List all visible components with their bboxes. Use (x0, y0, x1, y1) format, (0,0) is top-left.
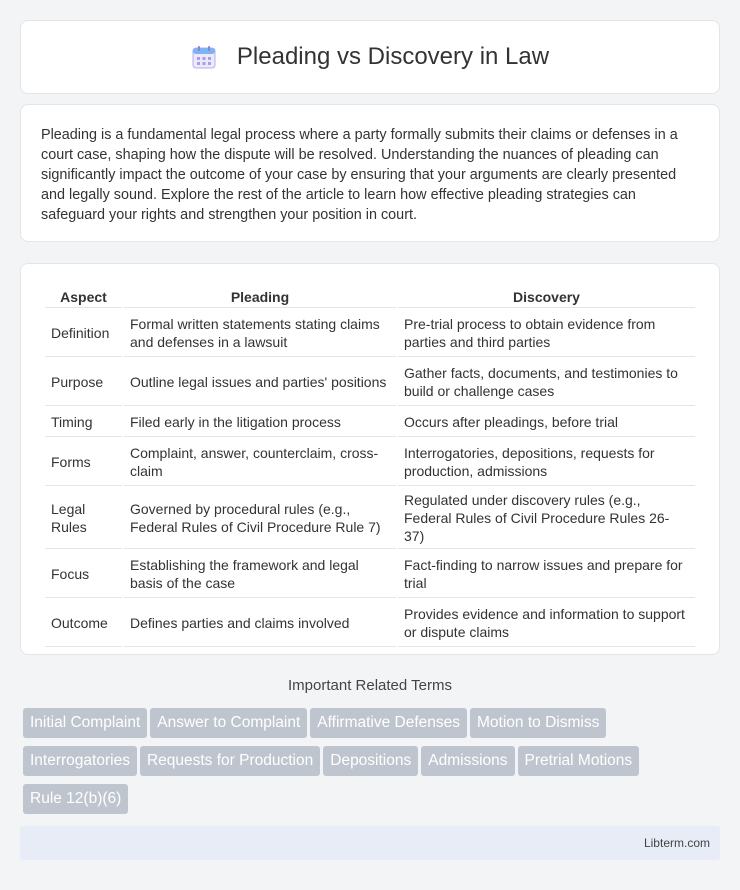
pleading-cell: Filed early in the litigation process (124, 408, 396, 437)
pleading-cell: Formal written statements stating claims and defenses in a lawsuit (124, 310, 396, 357)
footer (20, 826, 720, 860)
page-title: Pleading vs Discovery in Law (236, 43, 550, 70)
calendar-icon (191, 44, 217, 70)
discovery-cell: Interrogatories, depositions, requests for production, admissions (398, 439, 695, 486)
tag-requests-for-production[interactable]: Requests for Production (140, 746, 320, 776)
aspect-cell: Purpose (45, 359, 122, 406)
aspect-cell: Outcome (45, 600, 122, 647)
column-header-aspect: Aspect (45, 286, 122, 308)
tag-affirmative-defenses[interactable]: Affirmative Defenses (310, 708, 467, 738)
discovery-cell: Regulated under discovery rules (e.g., Federal Rules of Civil Procedure Rules 26-37) (398, 488, 695, 549)
discovery-cell: Fact-finding to narrow issues and prepare for trial (398, 551, 695, 598)
tag-admissions[interactable]: Admissions (421, 746, 514, 776)
discovery-cell: Occurs after pleadings, before trial (398, 408, 695, 437)
pleading-cell: Defines parties and claims involved (124, 600, 396, 647)
tag-motion-to-dismiss[interactable]: Motion to Dismiss (470, 708, 606, 738)
tag-pretrial-motions[interactable]: Pretrial Motions (518, 746, 640, 776)
table-row (45, 439, 695, 486)
pleading-cell: Complaint, answer, counterclaim, cross-claim (124, 439, 396, 486)
table-header-row (45, 286, 695, 308)
discovery-cell: Pre-trial process to obtain evidence from parties and third parties (398, 310, 695, 357)
table-row (45, 359, 695, 406)
tag-depositions[interactable]: Depositions (323, 746, 418, 776)
comparison-table-card (20, 263, 720, 655)
related-terms-tags (23, 708, 723, 822)
aspect-cell: Focus (45, 551, 122, 598)
footer-site-link[interactable]: Libterm.com (643, 836, 710, 850)
intro-card (20, 104, 720, 242)
aspect-cell: Timing (45, 408, 122, 437)
aspect-cell: Forms (45, 439, 122, 486)
table-row (45, 488, 695, 549)
column-header-discovery: Discovery (398, 286, 695, 308)
pleading-cell: Outline legal issues and parties' positions (124, 359, 396, 406)
header-card (20, 20, 720, 94)
discovery-cell: Provides evidence and information to support or dispute claims (398, 600, 695, 647)
tag-rule-12b6[interactable]: Rule 12(b)(6) (23, 784, 128, 814)
comparison-table (43, 284, 697, 649)
discovery-cell: Gather facts, documents, and testimonies to build or challenge cases (398, 359, 695, 406)
pleading-cell: Governed by procedural rules (e.g., Federal Rules of Civil Procedure Rule 7) (124, 488, 396, 549)
tag-interrogatories[interactable]: Interrogatories (23, 746, 137, 776)
column-header-pleading: Pleading (124, 286, 396, 308)
table-row (45, 551, 695, 598)
related-terms-title: Important Related Terms (288, 677, 452, 694)
tag-initial-complaint[interactable]: Initial Complaint (23, 708, 147, 738)
aspect-cell: Definition (45, 310, 122, 357)
table-row (45, 600, 695, 647)
table-row (45, 408, 695, 437)
aspect-cell: Legal Rules (45, 488, 122, 549)
tag-answer-to-complaint[interactable]: Answer to Complaint (150, 708, 307, 738)
pleading-cell: Establishing the framework and legal basis of the case (124, 551, 396, 598)
table-row (45, 310, 695, 357)
intro-text: Pleading is a fundamental legal process where a party formally submits their claims or defenses in a court case, shaping how the dispute will be resolved. Understanding the nuances of pleading can significantly impact the outcome of your case by ensuring that your arguments are clearly presented and legally sound. Explore the rest of the article to learn how effective pleading strategies can safeguard your rights and strengthen your position in court. (41, 127, 678, 223)
